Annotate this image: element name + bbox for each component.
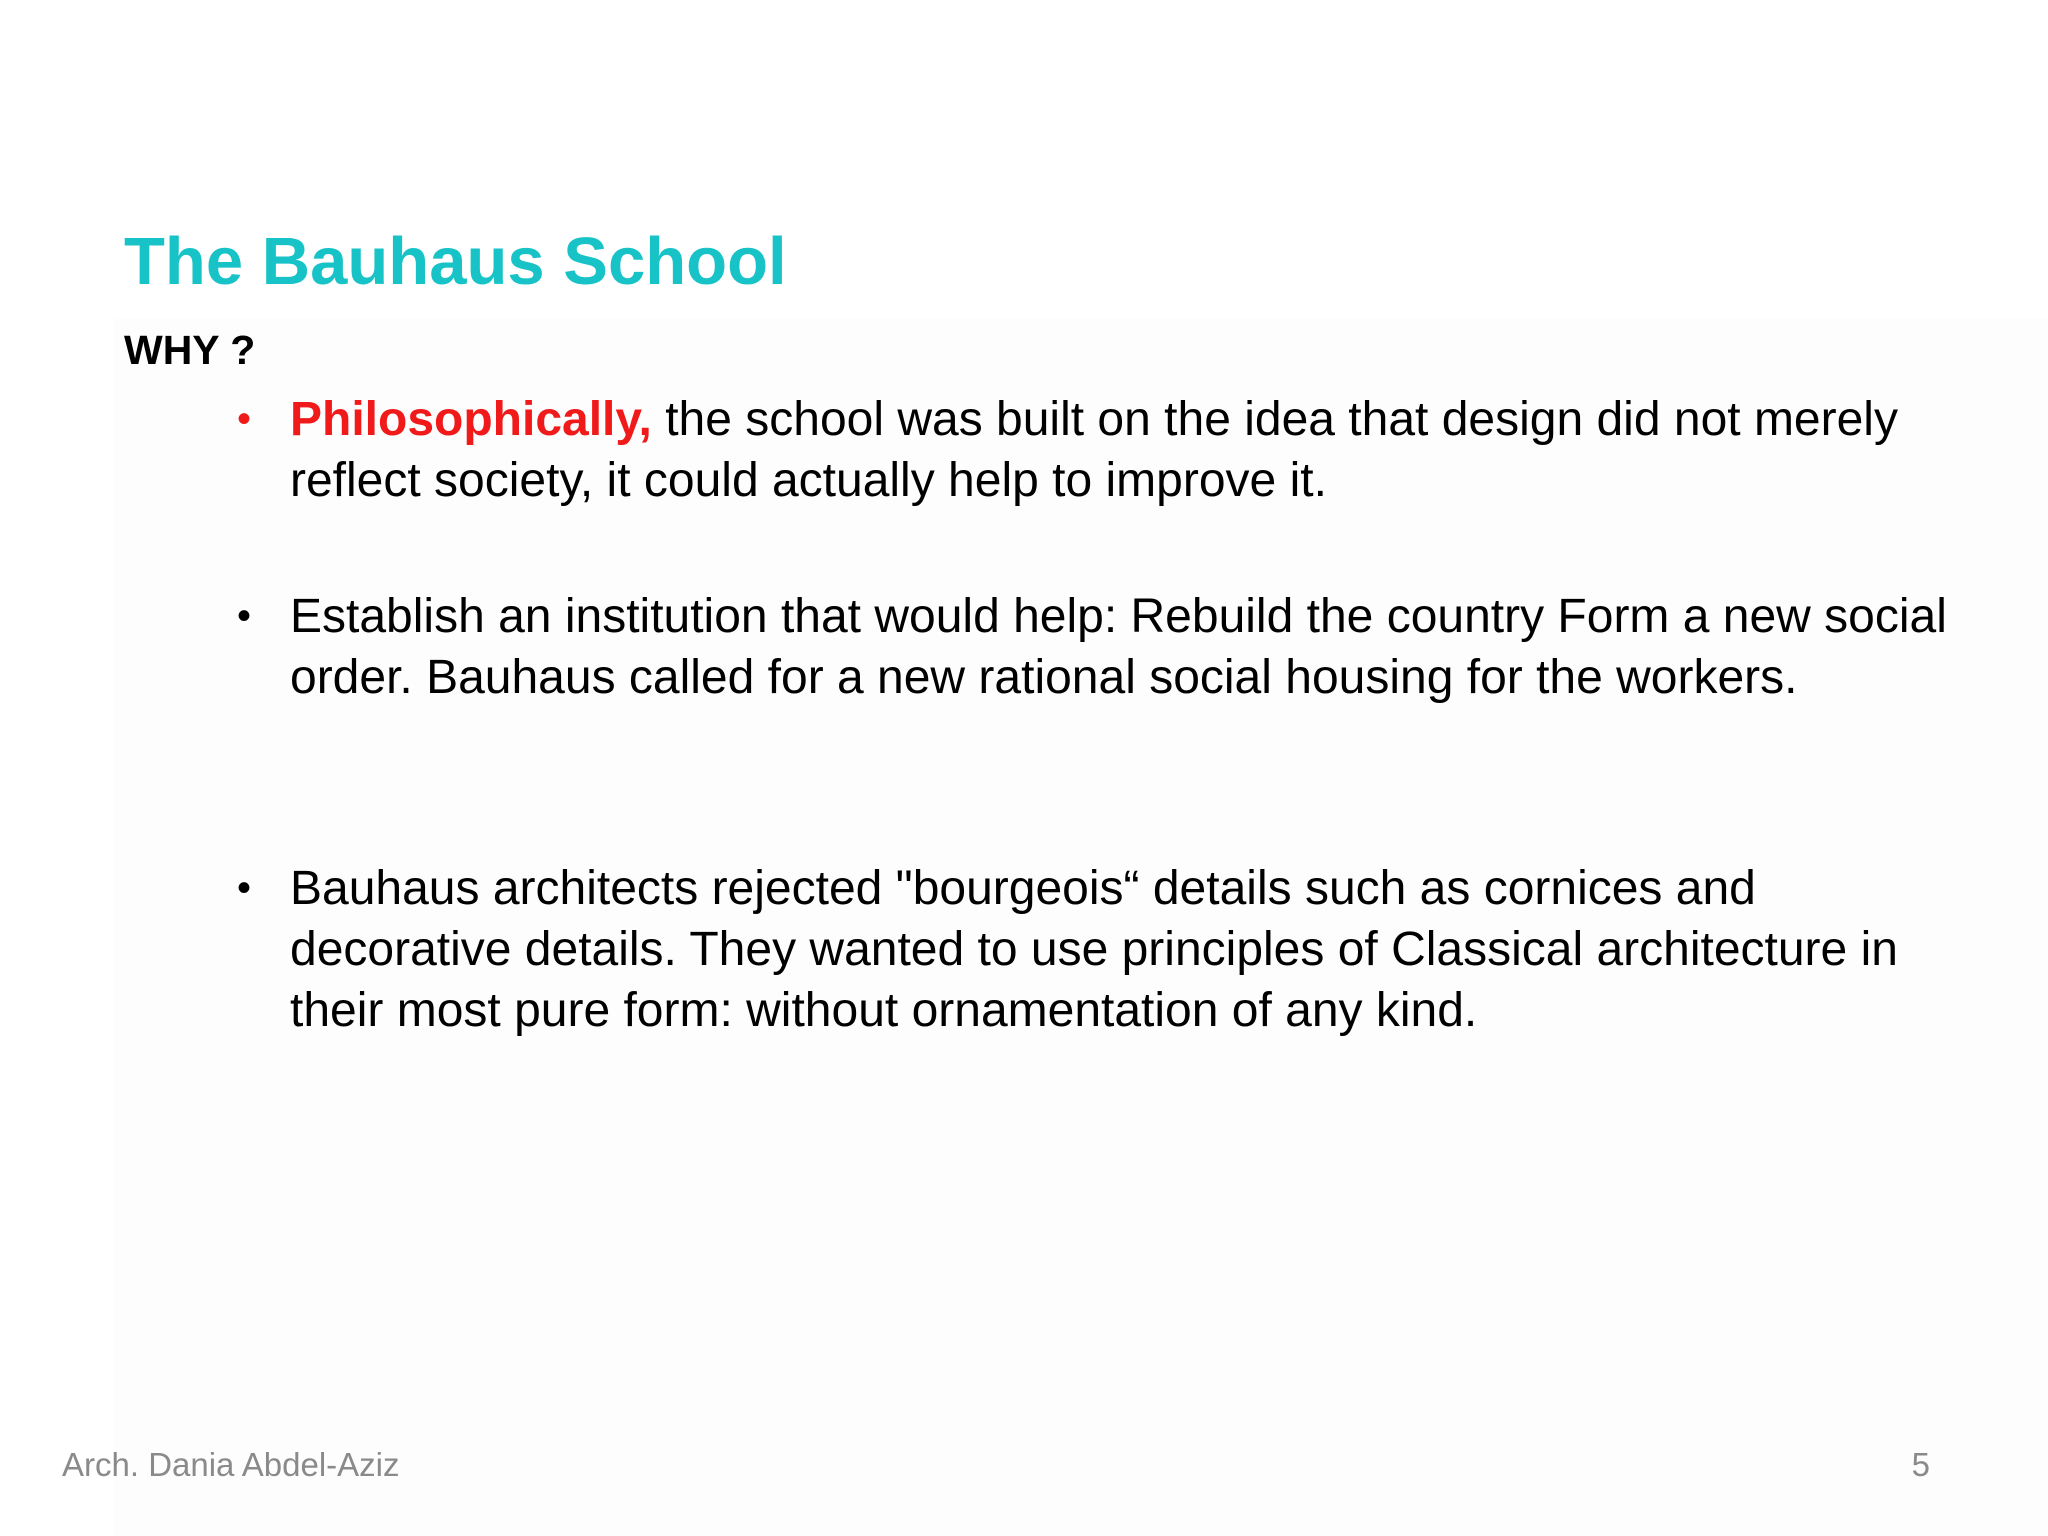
bullet-item-institution xyxy=(222,586,1962,708)
slide-subtitle: WHY ? xyxy=(124,327,256,373)
footer-author: Arch. Dania Abdel-Aziz xyxy=(62,1446,400,1483)
bullet-marker: • xyxy=(236,397,251,441)
bullet-marker: • xyxy=(236,594,251,638)
bullet-text: Establish an institution that would help: Rebuild the country Form a new social order. Bauhaus called for a new rational social housing for the workers. xyxy=(290,590,1947,704)
bullet-lead: Philosophically, xyxy=(290,393,652,446)
page-number: 5 xyxy=(1911,1446,1930,1483)
slide-title: The Bauhaus School xyxy=(124,224,787,299)
bullet-marker: • xyxy=(236,866,251,910)
bullet-item-bourgeois xyxy=(222,858,1962,1041)
bullet-body: the school was built on the idea that design did not merely reflect society, it could actually help to improve it. xyxy=(290,393,1898,507)
bullet-text: Bauhaus architects rejected "bourgeois“ details such as cornices and decorative details. They wanted to use principles of Classical architecture in their most pure form: without ornamentation of any kind. xyxy=(290,862,1898,1037)
bullet-text xyxy=(290,389,1962,511)
bullet-item-philosophically xyxy=(222,389,1962,511)
